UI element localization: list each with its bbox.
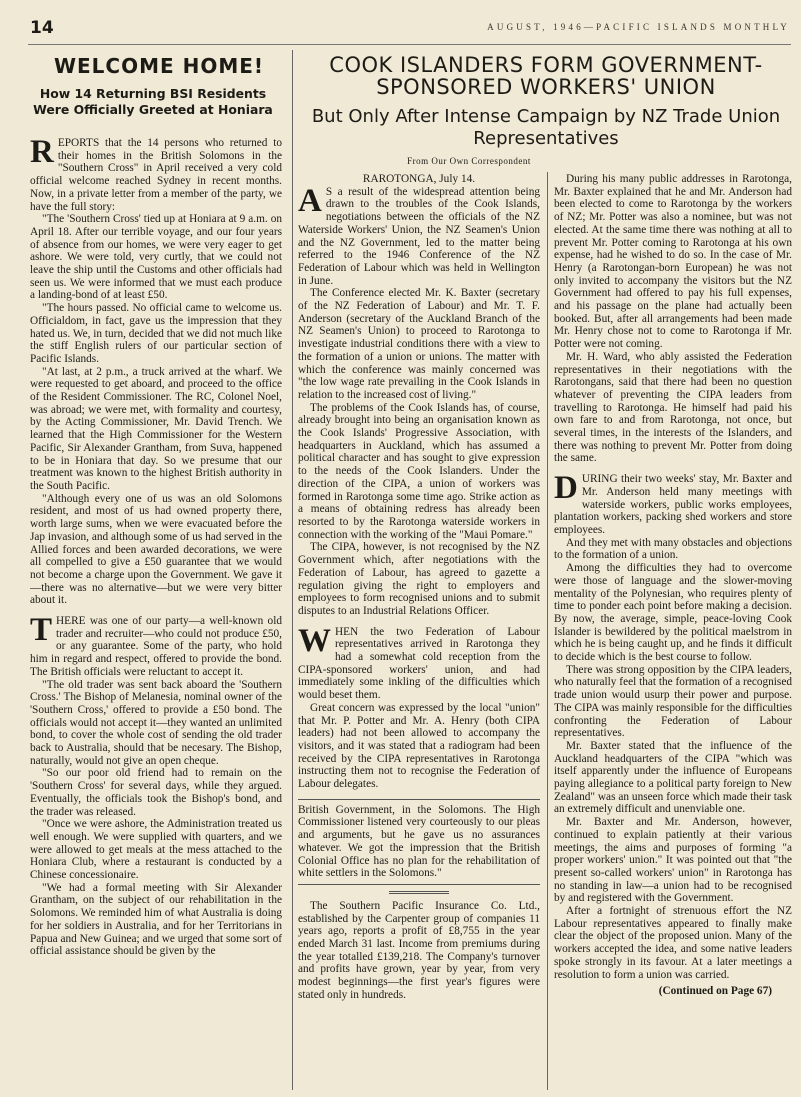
article-paragraph: Great concern was expressed by the local "union" that Mr. P. Potter and Mr. A. Henry (both CIPA leaders) had not been allowed to accompany the visitors, and it was stated that a radiogram had been received by the CIPA representatives in Rarotonga instructing them not to recognise the Federation of Labour delegates. [298,701,540,791]
article-paragraph: After a fortnight of strenuous effort the NZ Labour representatives appeared to finally make clear the object of the proposed union. Many of the workers accepted the idea, and some native leaders spoke strongly in its favour. At a later meetings a resolution to form a union was carried. [554,905,792,981]
drop-cap: D [554,470,578,507]
continuation-text: British Government, in the Solomons. The High Commissioner listened very courteously to our pleas and arguments, but he gave us no assurances whatever. We got the impression that the British Colonial Office has no plan for the rehabilitation of white settlers in the Solomons." [298,803,540,880]
drop-cap: R [30,134,54,170]
article-paragraph: "The 'Southern Cross' tied up at Honiara at 9 a.m. on April 18. After our terrible voyage, and our four years of absence from our homes, we were very eager to get ashore. We were told, very curtly, that we could not leave the ship until the Customs and other officials had seen us. We were informed that we must each produce a landing-bond of at least £50. [30,213,282,302]
article-paragraph: A S a result of the widespread attention being drawn to the troubles of the Cook Islands, negotiations between the officials of the NZ Waterside Workers' Union, the NZ Seamen's Union and the NZ Government, led to the matter being referred to the 1946 Conference of the NZ Federation of Labour which was held in Wellington in June. [298,182,540,287]
article-paragraph: "At last, at 2 p.m., a truck arrived at the wharf. We were requested to get aboard, and proceed to the office of the Resident Commissioner. The RC, Colonel Noel, was abroad; we were met, with formality and courtesy, by the Acting Commissioner, Mr. David Trench. We learned that the High Commissioner for the Western Pacific, Sir Alexander Grantham, from Suva, happened to be in Honiara that day. So we presume that our treatment was known to the highest British authority in the South Pacific. [30,365,282,492]
article-paragraph: "The hours passed. No official came to welcome us. Officialdom, in fact, gave us the impression that they hated us. We, in turn, decided that we did not much like the stiff English rulers of our particular section of Pacific Islands. [30,302,282,365]
header-rule [28,44,791,45]
welcome-subtitle: How 14 Returning BSI Residents Were Officially Greeted at Honiara [33,86,273,117]
article-paragraph: Mr. Baxter and Mr. Anderson, however, continued to explain patiently at their various meetings, the aims and purposes of forming "a proper workers' union." It was pointed out that "the present so-called workers' union" in Rarotonga has no standing in law—a union had to be recognised by and registered with the Government. [554,816,792,905]
dateline: RAROTONGA, July 14. [362,173,476,185]
left-article-body [30,134,282,958]
article-paragraph: THERE was one of our party—a well-known old trader and recruiter—who could not produce £50, or any guarantee. Some of the party, who hold him in regard and respect, offered to provide the bond. The British officials were reluctant to accept it. [30,612,282,678]
article-paragraph: The problems of the Cook Islands has, of course, already brought into being an organisation known as the Cook Islands' Progressive Association, with headquarters in Auckland, which has assumed a political character and has sought to give expression to the needs of the Cook Islanders. Under the direction of the CIPA, a union of workers was formed in Rarotonga some time ago. Strike action as a means of obtaining redress has already been resorted to by the Rarotonga waterside workers in connection with the working of the "Maui Pomare." [298,401,540,541]
byline: From Our Own Correspondent [407,156,531,166]
insurance-item: The Southern Pacific Insurance Co. Ltd., established by the Carpenter group of companies 11 years ago, reports a profit of £8,755 in the year ended March 31 last. Income from premiums during the year totalled £139,218. The Company's turnover and profits have grown, year by year, from very modest beginnings—the first year's figures were stated only in hundreds. [298,899,540,1001]
continued-note: (Continued on Page 67) [658,985,772,998]
main-article-col-2 [554,173,792,998]
article-paragraph: There was strong opposition by the CIPA leaders, who naturally feel that the formation of a recognised trade union would usurp their power and purpose. The CIPA was mainly responsible for the difficulties confronting the Federation of Labour representatives. [554,663,792,740]
article-paragraph: Mr. Baxter stated that the influence of the Auckland headquarters of the CIPA "which was itself apparently under the influence of Europeans paying allegiance to a political party foreign to New Zealand" was an unseen force which made their task an extremely difficult and unenviable one. [554,739,792,816]
drop-cap: W [298,622,331,659]
article-paragraph: REPORTS that the 14 persons who returned to their homes in the British Solomons in the "Southern Cross" in April received a very cold official welcome reached Sydney in recent months. Now, in a private letter from a member of the party, we have the full story: [30,134,282,213]
article-paragraph: "We had a formal meeting with Sir Alexander Grantham, on the subject of our rehabilitation in the Solomons. We reminded him of what Australia is doing for her soldiers in Australia, and for her Territorians in Papua and New Guinea; and we urged that some sort of official assistance should be given by the [30,881,282,958]
main-article-col-1 [298,173,540,1002]
column-divider [292,50,293,1090]
article-paragraph: Among the difficulties they had to overcome were those of language and the slower-moving mentality of the Polynesian, who requires plenty of time to ponder each point before making a decision. By now, the average, simple, peace-loving Cook Islander is bewildered by the political maelstrom in which he is being caught up, and he finds it difficult to decide which is the best course to follow. [554,562,792,664]
article-paragraph: Mr. H. Ward, who ably assisted the Federation representatives in their negotiations with the Rarotongans, said that there had been no question whatever of preventing the CIPA leaders from travelling to Rarotonga. He himself had paid his own fare to and from Rarotonga, not once, but several times, in the interests of the Islanders, and there was nothing to prevent Mr. Potter from doing the same. [554,350,792,465]
article-paragraph: "So our poor old friend had to remain on the 'Southern Cross' for several days, while they argued. Eventually, the officials took the Bishop's bond, and the trader was released. [30,767,282,818]
article-paragraph: "Although every one of us was an old Solomons resident, and most of us had owned property there, worth large sums, when we were evacuated before the Jap invasion, and although some of us had served in the Allied forces and been awarded decorations, we were all compelled to give a £50 guarantee that we would not become a charge upon the Government. We gave it—there was no alternative—but we were very bitter about it. [30,492,282,607]
welcome-title: WELCOME HOME! [53,54,265,78]
article-paragraph: During his many public addresses in Rarotonga, Mr. Baxter explained that he and Mr. Anderson had been elected to come to Rarotonga by the workers of NZ; Mr. Potter was also a nominee, but was not elected. At the same time there was nothing at all to prevent Mr. Potter coming to Rarotonga at his own expense, had he wished to do so. In the case of Mr. Henry (a Rarotongan-born European) he was not only invited to accompany the visitors but the NZ Government had offered to pay his full expenses, and his passage on the plane had actually been booked. But, after all arrangements had been made Mr. Henry chose not to come to Rarotonga if Mr. Potter were not coming. [554,173,792,351]
page-header [30,18,790,40]
article-paragraph: DURING their two weeks' stay, Mr. Baxter and Mr. Anderson held many meetings with waterside workers, public works employees, plantation workers, packing shed workers and store employees. [554,470,792,536]
drop-cap: T [30,612,53,649]
article-paragraph: "The old trader was sent back aboard the 'Southern Cross.' The Bishop of Melanesia, nominal owner of the 'Southern Cross,' offered to provide a £50 bond. The officials would not accept it—they wanted an unlimited bond, to cover the whole cost of sending the old trader back to Australia, should that be necesary. The Bishop, naturally, would not give an open cheque. [30,678,282,767]
article-paragraph: WHEN the two Federation of Labour representatives arrived in Rarotonga they had a somewhat cold reception from the CIPA-sponsored workers' union, and had immediately some inkling of the difficulties which would beset them. [298,622,540,702]
article-paragraph: The Conference elected Mr. K. Baxter (secretary of the NZ Federation of Labour) and Mr. T. F. Anderson (secretary of the Auckland Branch of the NZ Seamen's Union) to proceed to Rarotonga to investigate industrial conditions there with a view to the formation of a union or unions. The matter with which the conference was mainly concerned was "the low wage rate prevailing in the Cook Islands in relation to the increased cost of living." [298,287,540,401]
running-head: AUGUST, 1946—PACIFIC ISLANDS MONTHLY [487,22,790,32]
continuation-box [298,799,540,885]
main-headline: COOK ISLANDERS FORM GOVERNMENT-SPONSORED WORKERS' UNION [329,53,763,99]
article-paragraph: "Once we were ashore, the Administration treated us well enough. We were supplied with quarters, and we were allowed to get meals at the mess attached to the Honiara Club, where a restaurant is conducted by a Chinese concessionaire. [30,818,282,882]
column-divider [547,172,548,1090]
main-subheadline: But Only After Intense Campaign by NZ Trade Union Representatives [311,106,781,149]
drop-cap: A [298,182,322,219]
article-paragraph: And they met with many obstacles and objections to the formation of a union. [554,536,792,562]
section-divider [389,891,449,894]
article-paragraph: The CIPA, however, is not recognised by the NZ Government which, after negotiations with the Federation of Labour, has agreed to gazette a regulation giving the right to employers and employees to form recognised unions and to submit disputes to an Industrial Relations Officer. [298,541,540,617]
page-number: 14 [30,18,54,38]
